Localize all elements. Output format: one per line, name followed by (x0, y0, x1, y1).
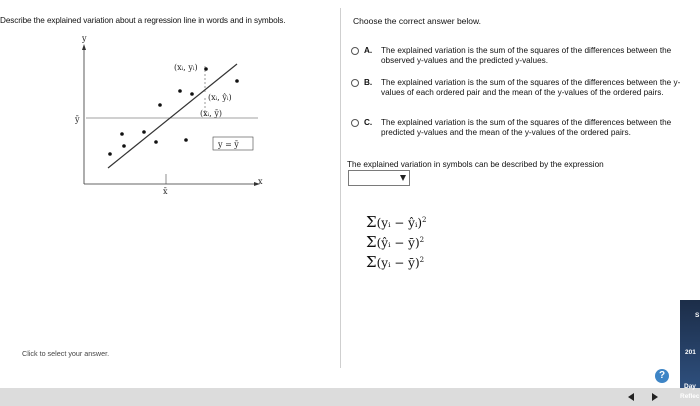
option-b-text[interactable]: The explained variation is the sum of the squares of the differences between the y-values of each ordered pair and the mean of the y-values of the ordered pairs. (381, 78, 681, 97)
choice-2[interactable] (366, 230, 427, 250)
option-c[interactable] (350, 117, 685, 151)
option-a-letter: A. (364, 46, 373, 55)
prompt-text: Choose the correct answer below. (353, 16, 482, 26)
mean-line-label: y = ȳ (218, 140, 239, 149)
bottom-bar (0, 388, 700, 406)
y-axis-label: y (82, 34, 87, 43)
choice-1-body: (yᵢ − ŷᵢ) (376, 216, 423, 230)
prev-arrow-icon[interactable] (628, 393, 634, 401)
side-text-4: Reflec (680, 393, 700, 400)
question-text: Describe the explained variation about a regression line in words and in symbols. (0, 16, 286, 25)
sigma-symbol: Σ (366, 213, 377, 231)
side-text-2: 201 (685, 349, 696, 356)
expression-label: The explained variation in symbols can be described by the expression (347, 160, 604, 169)
data-point (154, 140, 158, 144)
chevron-down-icon[interactable] (400, 175, 406, 181)
choice-1-exponent: 2 (422, 216, 427, 224)
data-point (122, 144, 126, 148)
option-c-text[interactable]: The explained variation is the sum of the squares of the differences between the predicted y-values and the mean of the y-values of the ordered pairs. (381, 118, 672, 137)
option-c-letter: C. (364, 118, 373, 127)
choice-1[interactable] (366, 210, 427, 230)
data-point (204, 67, 208, 71)
option-b[interactable] (350, 77, 685, 117)
choice-2-exponent: 2 (419, 236, 425, 244)
option-b-letter: B. (364, 78, 373, 87)
point-label-xi-yhat: (xᵢ, ŷᵢ) (208, 93, 232, 102)
expression-dropdown[interactable] (348, 170, 410, 186)
choice-3[interactable] (366, 250, 427, 270)
x-axis-label: x (258, 177, 263, 186)
side-text-3: Day (684, 383, 696, 390)
xbar-label: x̄ (163, 187, 168, 196)
point-label-xi-ybar: (xᵢ, ȳ) (200, 109, 222, 118)
choice-2-body: (ŷᵢ − ȳ) (376, 236, 420, 250)
data-point (120, 132, 124, 136)
option-a-text[interactable]: The explained variation is the sum of the squares of the differences between the observed y-values and the predicted y-values. (381, 46, 672, 65)
choice-3-exponent: 2 (419, 256, 425, 264)
option-a-radio[interactable] (351, 47, 359, 55)
regression-graph (75, 34, 280, 196)
ybar-label: ȳ (75, 115, 80, 124)
option-a[interactable] (350, 45, 685, 79)
side-text-1: S (695, 312, 700, 319)
expression-choices (366, 210, 427, 270)
point-label-xi-yi: (xᵢ, yᵢ) (174, 63, 198, 72)
sigma-symbol: Σ (366, 253, 377, 271)
data-point (142, 130, 146, 134)
hint-text: Click to select your answer. (22, 349, 110, 358)
option-c-radio[interactable] (351, 119, 359, 127)
data-point (108, 152, 112, 156)
sigma-symbol: Σ (366, 233, 377, 251)
data-point (184, 138, 188, 142)
panel-divider (340, 8, 341, 368)
answer-options (350, 45, 685, 151)
option-b-radio[interactable] (351, 79, 359, 87)
next-arrow-icon[interactable] (652, 393, 658, 401)
y-axis-arrow (82, 44, 86, 50)
choice-3-body: (yᵢ − ȳ) (376, 256, 420, 270)
data-point (190, 92, 194, 96)
data-point (158, 103, 162, 107)
help-button[interactable]: ? (655, 369, 669, 383)
data-point (178, 89, 182, 93)
data-point (235, 79, 239, 83)
